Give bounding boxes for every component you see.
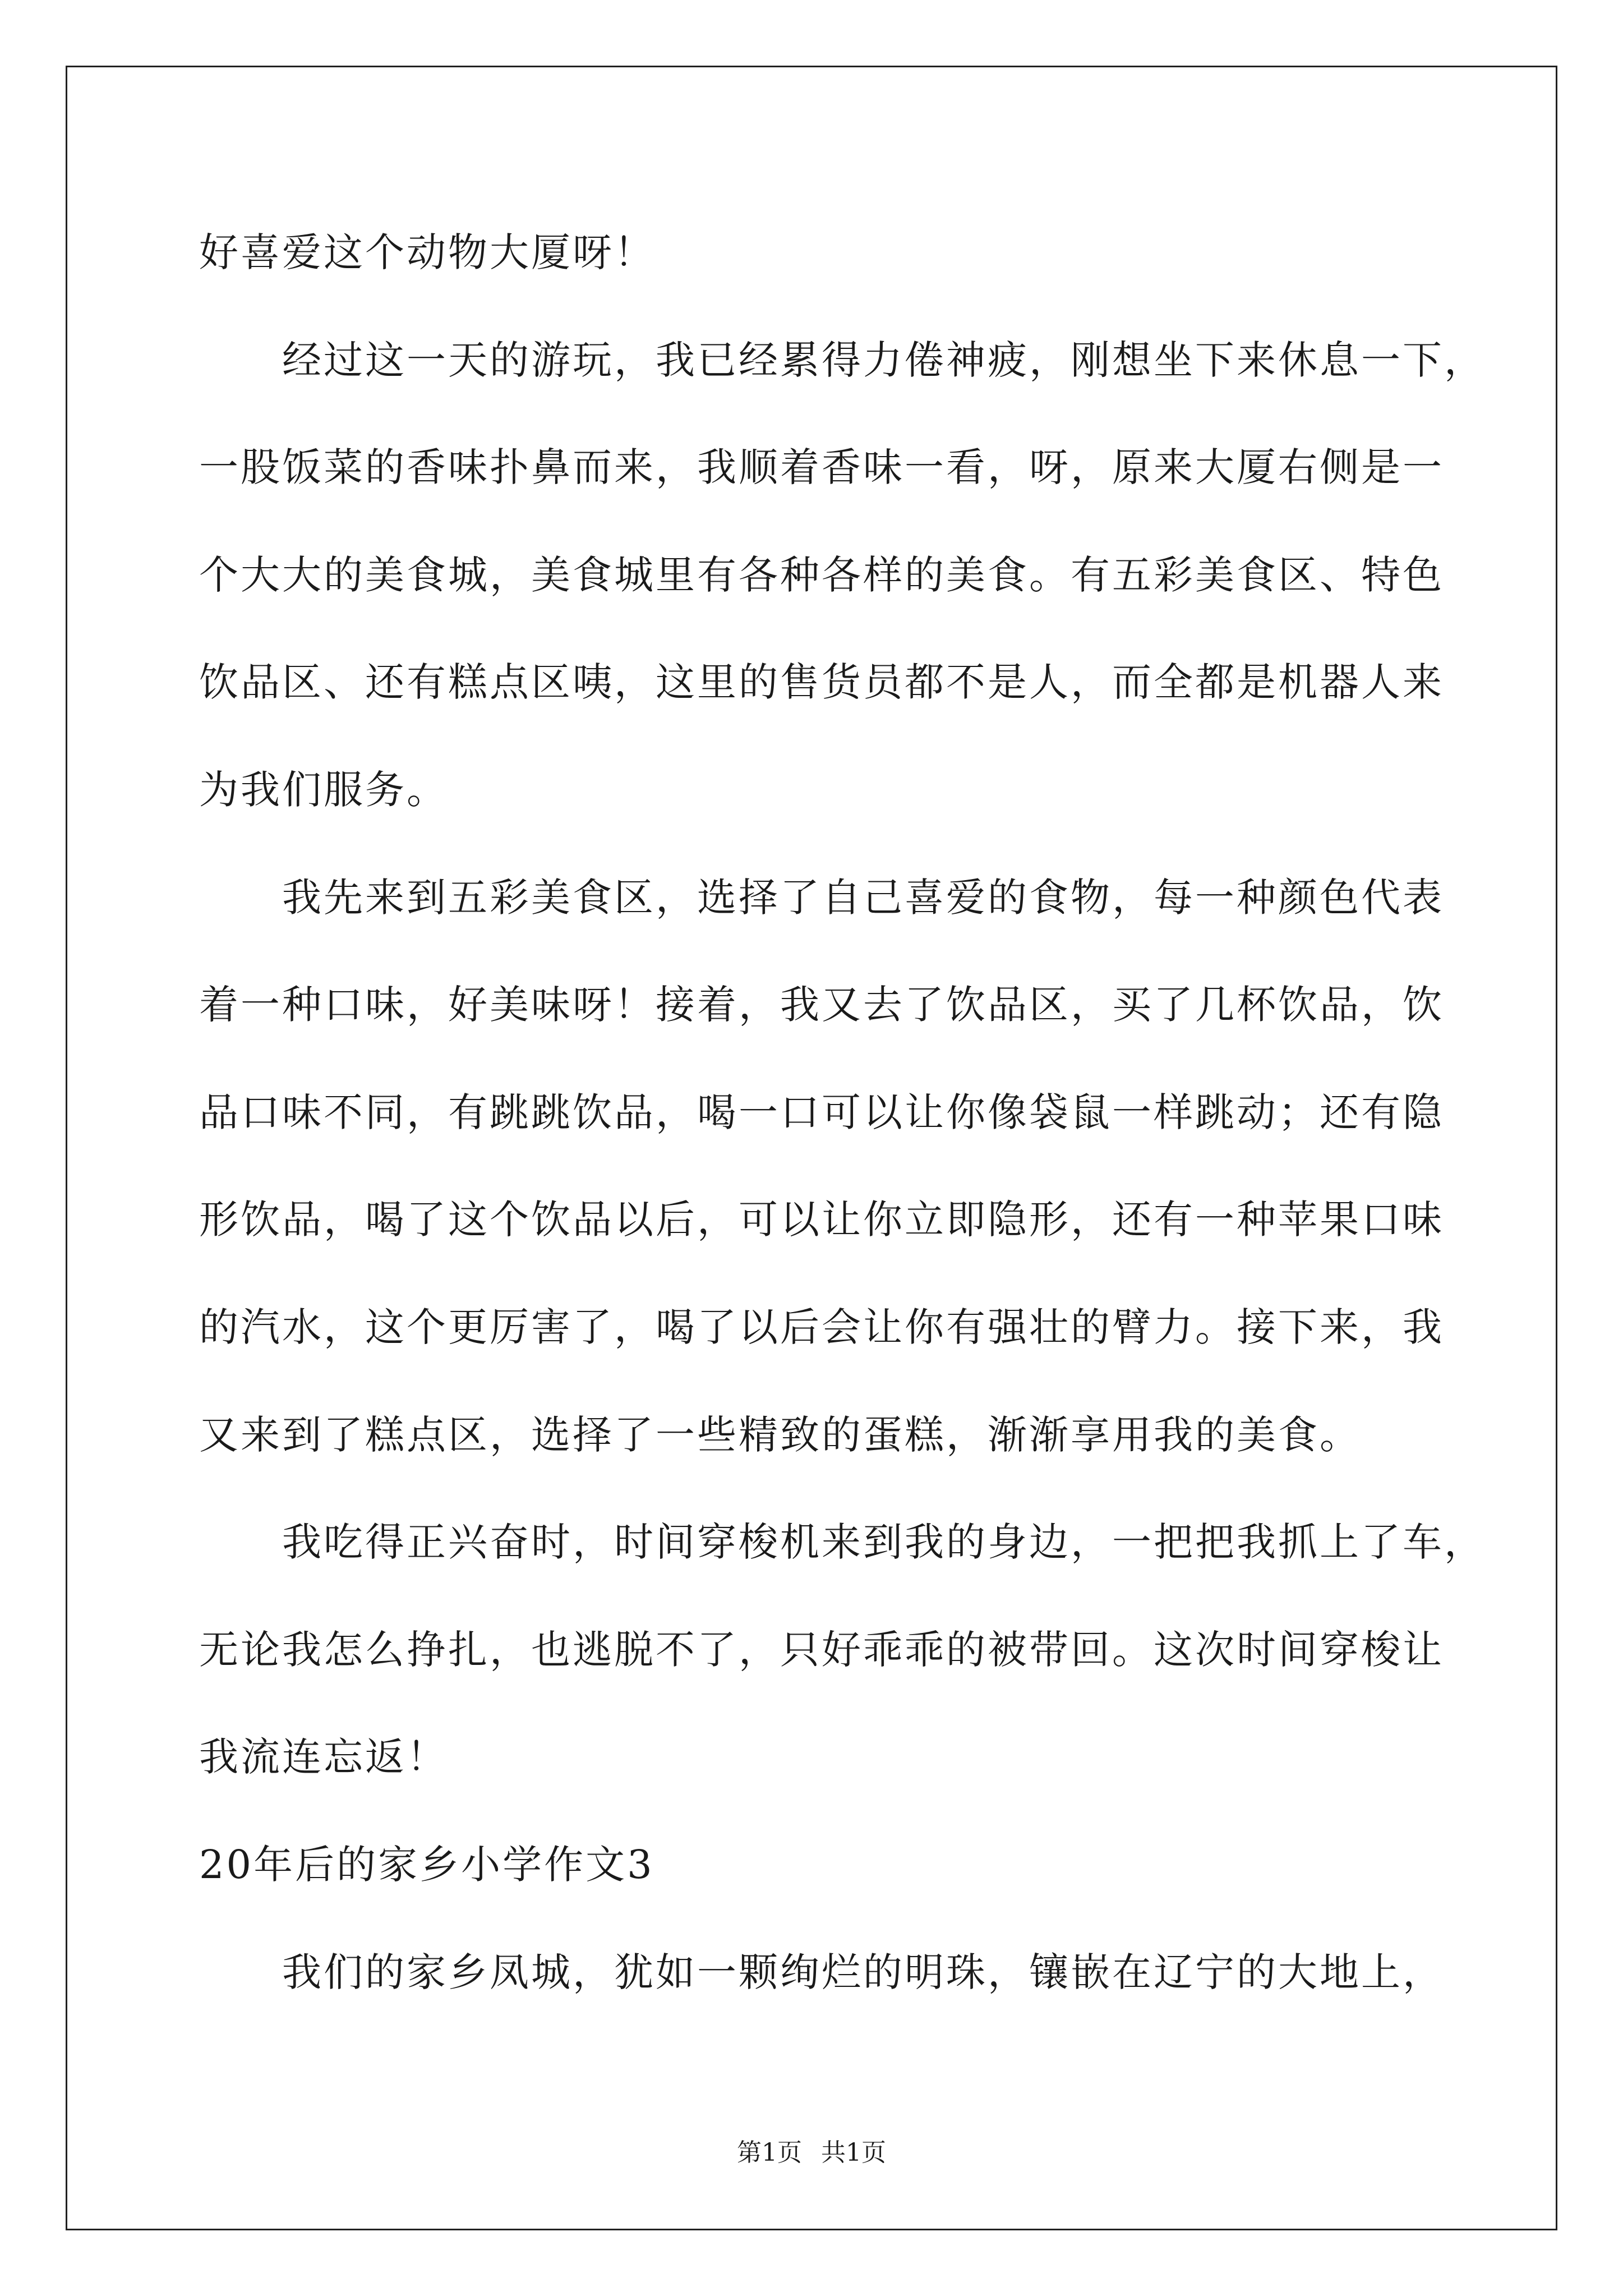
paragraph-first-line: 我吃得正兴奋时，时间穿梭机来到我的身边，一把把我抓上了车， (282, 1519, 1486, 1565)
text-line: 个大大的美食城，美食城里有各种各样的美食。有五彩美食区、特色 (199, 552, 1444, 598)
text-line: 形饮品，喝了这个饮品以后，可以让你立即隐形，还有一种苹果口味 (199, 1197, 1444, 1243)
text-line: 为我们服务。 (199, 767, 448, 813)
text-line: 无论我怎么挣扎，也逃脱不了，只好乖乖的被带回。这次时间穿梭让 (199, 1627, 1444, 1673)
page-number: 第1页 (737, 2138, 802, 2167)
text-line: 着一种口味，好美味呀！接着，我又去了饮品区，买了几杯饮品，饮 (199, 982, 1444, 1028)
text-line: 好喜爱这个动物大厦呀！ (199, 229, 656, 275)
paragraph-first-line: 我们的家乡凤城，犹如一颗绚烂的明珠，镶嵌在辽宁的大地上， (282, 1949, 1444, 1995)
page-footer (0, 2136, 1623, 2170)
text-line: 又来到了糕点区，选择了一些精致的蛋糕，渐渐享用我的美食。 (199, 1412, 1361, 1458)
text-line: 的汽水，这个更厉害了，喝了以后会让你有强壮的臂力。接下来，我 (199, 1304, 1444, 1350)
paragraph-first-line: 经过这一天的游玩，我已经累得力倦神疲，刚想坐下来休息一下， (282, 337, 1486, 383)
section-heading: 20年后的家乡小学作文3 (199, 1842, 654, 1888)
page-total: 共1页 (821, 2138, 886, 2167)
text-line: 一股饭菜的香味扑鼻而来，我顺着香味一看，呀，原来大厦右侧是一 (199, 444, 1444, 490)
text-line: 饮品区、还有糕点区咦，这里的售货员都不是人，而全都是机器人来 (199, 659, 1444, 705)
paragraph-first-line: 我先来到五彩美食区，选择了自己喜爱的食物，每一种颜色代表 (282, 875, 1444, 921)
text-line: 我流连忘返！ (199, 1734, 448, 1780)
text-line: 品口味不同，有跳跳饮品，喝一口可以让你像袋鼠一样跳动；还有隐 (199, 1089, 1444, 1135)
